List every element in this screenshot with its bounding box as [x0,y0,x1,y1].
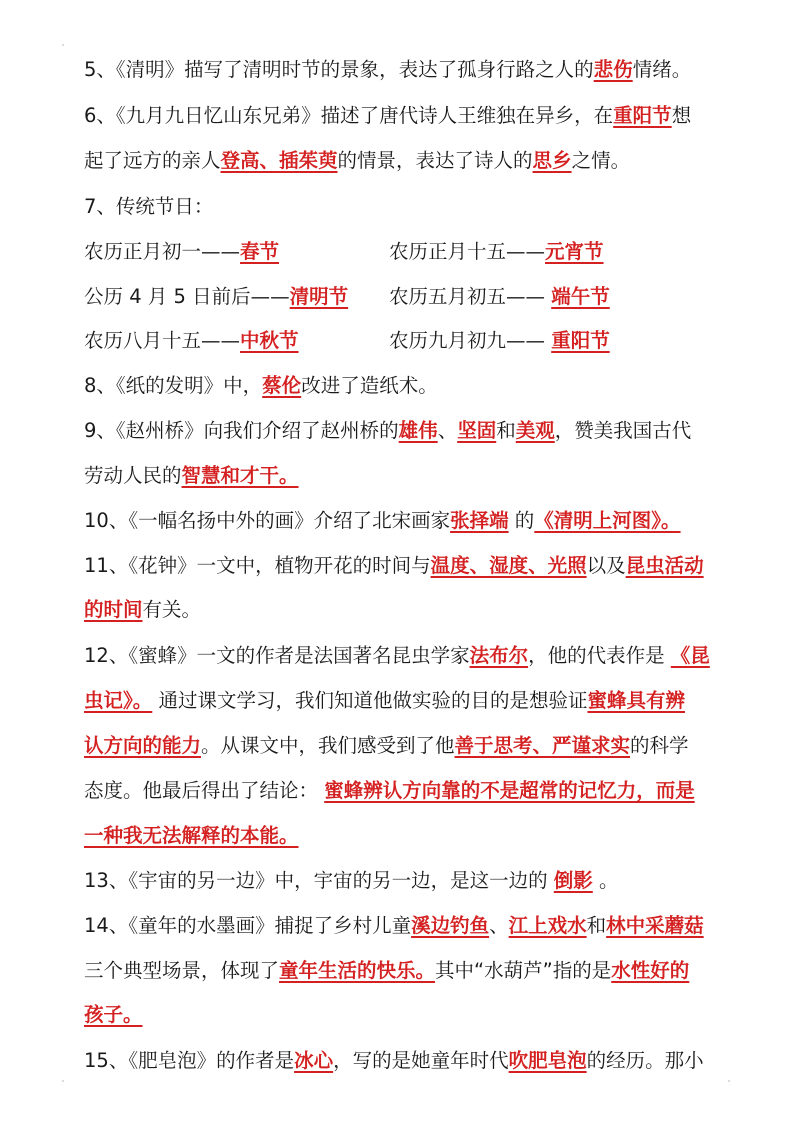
text-segment: 三个典型场景，体现了 [84,959,280,982]
text-line [84,1000,723,1030]
text-segment: 11、《花钟》一文中，植物开花的时间与 [84,554,431,577]
answer-highlight: 蔡伦 [262,374,302,397]
answer-highlight: 倒影 [553,869,593,892]
answer-highlight: 蜜蜂具有辨 [587,689,685,712]
answer-highlight: 登高、插茱萸 [220,149,338,172]
text-segment: 的情景，表达了诗人的 [337,149,533,172]
answer-highlight: 水性好的 [611,959,690,982]
text-segment: 之情。 [571,149,631,172]
answer-highlight: 溪边钓鱼 [411,914,490,937]
text-line [84,956,723,986]
text-line [84,911,723,941]
text-line [84,192,723,222]
text-segment: 农历正月初一—— [84,240,241,263]
answer-highlight: 虫记》。 [84,689,153,712]
text-segment: 。从课文中，我们感受到了他 [201,734,455,757]
text-segment: 和 [586,914,607,937]
text-line [84,641,723,671]
text-segment: 农历正月十五—— [389,240,546,263]
text-line [84,506,723,536]
text-segment: 9、《赵州桥》向我们介绍了赵州桥的 [84,419,399,442]
text-segment: 10、《一幅名扬中外的画》介绍了北宋画家 [84,509,451,532]
answer-highlight: 《昆 [670,644,710,667]
answer-highlight: 认方向的能力 [84,734,202,757]
text-segment: 起了远方的亲人 [84,149,221,172]
answer-highlight: 一种我无法解释的本能。 [84,824,299,847]
text-line [84,731,723,761]
answer-highlight: 冰心 [294,1049,334,1072]
text-line [84,146,723,176]
text-line [84,416,723,446]
answer-highlight: 思乡 [532,149,572,172]
text-segment: 8、《纸的发明》中， [84,374,263,397]
text-segment: 其中“水葫芦”指的是 [435,959,612,982]
answer-highlight: 法布尔 [469,644,529,667]
answer-highlight: 童年生活的快乐。 [279,959,436,982]
corner-mark [62,1080,64,1082]
text-segment: 、 [489,914,509,937]
text-line [84,866,723,896]
text-line [84,776,723,806]
answer-highlight: 温度、湿度、光照 [430,554,587,577]
answer-highlight: 春节 [240,240,280,263]
text-segment: 12、《蜜蜂》一文的作者是法国著名昆虫学家 [84,644,470,667]
text-segment: 有关。 [142,598,202,621]
text-line [84,55,723,85]
text-segment: 通过课文学习，我们知道他做实验的目的是想验证 [152,689,588,712]
answer-highlight: 元宵节 [545,240,604,263]
text-segment: 农历五月初五—— [389,285,552,308]
text-segment: 的经历。那小 [586,1049,704,1072]
text-line [84,1046,723,1076]
answer-highlight: 蜜蜂辨认方向靠的不是超常的记忆力，而是 [324,779,695,802]
text-line [84,821,723,851]
answer-highlight: 江上戏水 [508,914,587,937]
answer-highlight: 《清明上河图》。 [534,509,681,532]
festival-column-right [389,326,610,356]
festival-column-right [389,282,610,312]
text-segment: 13、《宇宙的另一边》中，宇宙的另一边，是这一边的 [84,869,554,892]
answer-highlight: 悲伤 [593,58,633,81]
text-line [84,101,723,131]
answer-highlight: 林中采蘑菇 [606,914,704,937]
text-line [84,595,723,625]
text-segment: 农历八月十五—— [84,329,241,352]
answer-highlight: 孩子。 [84,1003,143,1026]
answer-highlight: 雄伟 [398,419,438,442]
text-segment: 的科学 [630,734,689,757]
text-segment: 。 [592,869,619,892]
text-segment: 公历 4 月 5 日前后—— [84,285,290,308]
answer-highlight: 重阳节 [613,104,672,127]
answer-highlight: 美观 [515,419,555,442]
text-segment: ，赞美我国古代 [554,419,692,442]
text-segment: 劳动人民的 [84,464,182,487]
text-segment: 以及 [586,554,626,577]
answer-highlight: 中秋节 [240,329,299,352]
text-segment: 情绪。 [632,58,692,81]
text-segment: 的 [508,509,535,532]
text-line [84,551,723,581]
answer-highlight: 坚固 [457,419,497,442]
text-segment: 6、《九月九日忆山东兄弟》描述了唐代诗人王维独在异乡，在 [84,104,614,127]
text-line [84,461,723,491]
answer-highlight: 张择端 [450,509,509,532]
answer-highlight: 重阳节 [551,329,610,352]
answer-highlight: 善于思考、严谨求实 [454,734,631,757]
answer-highlight: 的时间 [84,598,143,621]
text-segment: 14、《童年的水墨画》捕捉了乡村儿童 [84,914,412,937]
answer-highlight: 清明节 [289,285,349,308]
text-segment: 和 [496,419,516,442]
festival-column-right [389,237,604,267]
text-segment: 、 [437,419,458,442]
text-line [84,686,723,716]
answer-highlight: 昆虫活动 [625,554,704,577]
corner-mark [62,44,64,46]
text-segment: 态度。他最后得出了结论： [84,779,325,802]
text-line [84,326,723,356]
text-segment: 15、《肥皂泡》的作者是 [84,1049,295,1072]
text-line [84,282,723,312]
text-line [84,371,723,401]
answer-highlight: 吹肥皂泡 [508,1049,587,1072]
answer-highlight: 端午节 [551,285,610,308]
text-segment: ，写的是她童年时代 [333,1049,509,1072]
text-segment: 7、传统节日： [84,195,214,218]
corner-mark [728,1080,730,1082]
text-segment: 想 [671,104,692,127]
answer-highlight: 智慧和才干。 [181,464,299,487]
text-segment: ，他的代表作是 [528,644,671,667]
text-segment: 改进了造纸术。 [301,374,438,397]
text-segment: 农历九月初九—— [389,329,552,352]
text-segment: 5、《清明》描写了清明时节的景象，表达了孤身行路之人的 [84,58,594,81]
text-line [84,237,723,267]
